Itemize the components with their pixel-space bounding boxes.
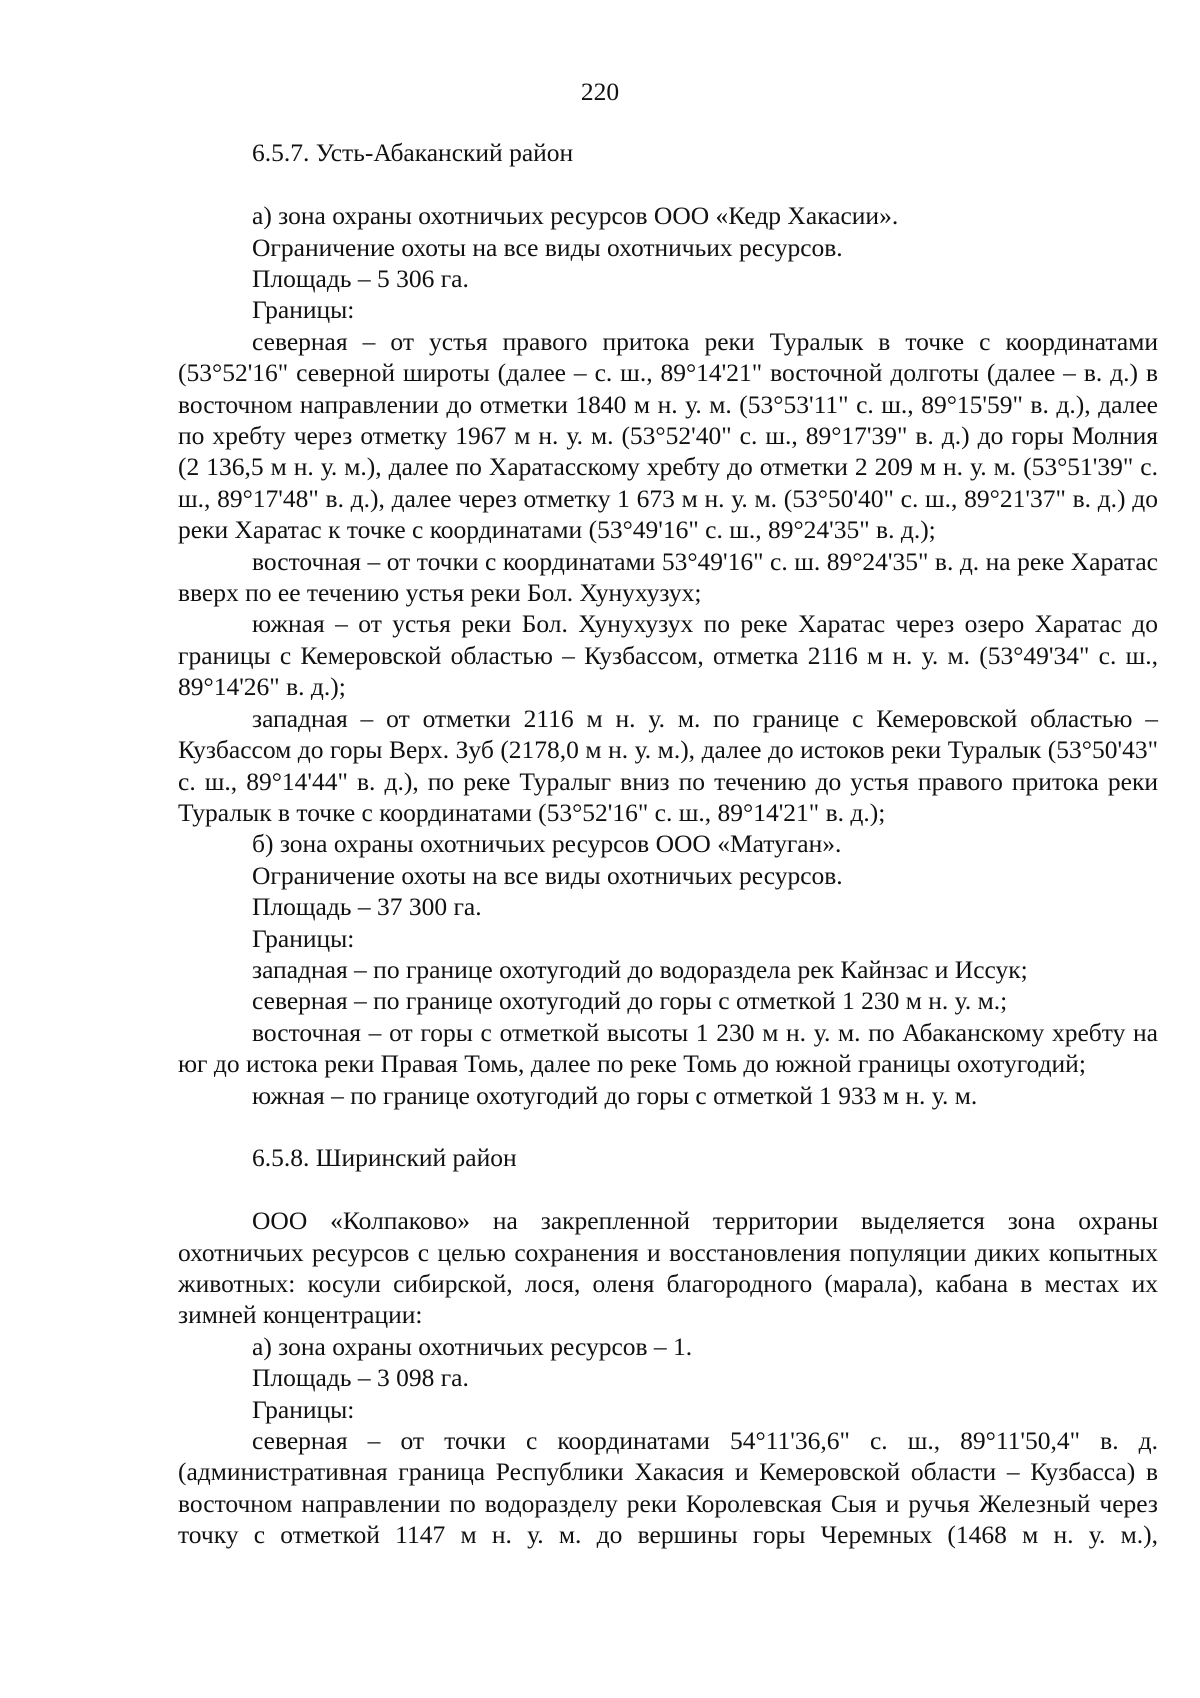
zone-1-border-north: северная – от точки с координатами 54°11'36,6" с. ш., 89°11'50,4" в. д. (административная граница Республики Хакасия и Кемеровской области – Кузбасса) в восточном направлении по водоразделу реки Королевская Сыя и ручья Железный через точку с отметкой 1147 м н. у. м. до вершины горы Черемных (1468 м н. у. м.), [178, 1426, 1158, 1550]
zone-a-border-east: восточная – от точки с координатами 53°49'16" с. ш. 89°24'35" в. д. на реке Харатас вверх по ее течению устья реки Бол. Хунухузух; [178, 546, 1158, 608]
zone-b-border-west: западная – по границе охотугодий до водораздела рек Кайнзас и Иссук; [252, 954, 1028, 984]
zone-1-area: Площадь – 3 098 га. [252, 1363, 469, 1393]
zone-b-border-north: северная – по границе охотугодий до горы с отметкой 1 230 м н. у. м.; [252, 986, 1008, 1016]
spacer [178, 1111, 1158, 1142]
zone-b-area: Площадь – 37 300 га. [252, 892, 482, 922]
zone-b-border-south: южная – по границе охотугодий до горы с отметкой 1 933 м н. у. м. [252, 1080, 978, 1110]
zone-1-borders-label: Границы: [252, 1394, 355, 1424]
zone-a-title: а) зона охраны охотничьих ресурсов ООО «Кедр Хакасии». [252, 201, 899, 231]
section-6-5-8-intro: ООО «Колпаково» на закрепленной территории выделяется зона охраны охотничьих ресурсов с целью сохранения и восстановления популяции диких копытных животных: косули сибирской, лося, оленя благородного (марала), кабана в местах их зимней концентрации: [178, 1206, 1158, 1330]
spacer [178, 169, 1158, 200]
zone-1-title: а) зона охраны охотничьих ресурсов – 1. [252, 1331, 693, 1361]
zone-b-borders-label: Границы: [252, 923, 355, 953]
zone-a-border-north: северная – от устья правого притока реки Туралык в точке с координатами (53°52'16" северной широты (далее – с. ш., 89°14'21" восточной долготы (далее – в. д.) в восточном направлении до отметки 1840 м н. у. м. (53°53'11" с. ш., 89°15'59" в. д.), далее по хребту через отметку 1967 м н. у. м. (53°52'40" с. ш., 89°17'39" в. д.) до горы Молния (2 136,5 м н. у. м.), далее по Харатасскому хребту до отметки 2 209 м н. у. м. (53°51'39" с. ш., 89°17'48" в. д.), далее через отметку 1 673 м н. у. м. (53°50'40" с. ш., 89°21'37" в. д.) до реки Харатас к точке с координатами (53°49'16" с. ш., 89°24'35" в. д.); [178, 326, 1158, 545]
zone-a-borders-label: Границы: [252, 295, 355, 325]
page-number: 220 [580, 77, 620, 106]
section-heading-6-5-7: 6.5.7. Усть-Абаканский район [252, 138, 574, 168]
zone-b-title: б) зона охраны охотничьих ресурсов ООО «Матуган». [252, 829, 842, 859]
section-heading-6-5-8: 6.5.8. Ширинский район [252, 1143, 517, 1173]
zone-a-area: Площадь – 5 306 га. [252, 264, 469, 294]
spacer [178, 1174, 1158, 1205]
zone-a-border-south: южная – от устья реки Бол. Хунухузух по реке Харатас через озеро Харатас до границы с Кемеровской областью – Кузбассом, отметка 2116 м н. у. м. (53°49'34" с. ш., 89°14'26" в. д.); [178, 609, 1158, 702]
zone-b-border-east: восточная – от горы с отметкой высоты 1 230 м н. у. м. по Абаканскому хребту на юг до истока реки Правая Томь, далее по реке Томь до южной границы охотугодий; [178, 1017, 1158, 1079]
zone-b-restriction: Ограничение охоты на все виды охотничьих ресурсов. [252, 860, 843, 890]
zone-a-border-west: западная – от отметки 2116 м н. у. м. по границе с Кемеровской областью – Кузбассом до горы Верх. Зуб (2178,0 м н. у. м.), далее до истоков реки Туралык (53°50'43" с. ш., 89°14'44" в. д.), по реке Туралыг вниз по течению до устья правого притока реки Туралык в точке с координатами (53°52'16" с. ш., 89°14'21" в. д.); [178, 703, 1158, 827]
zone-a-restriction: Ограничение охоты на все виды охотничьих ресурсов. [252, 232, 843, 262]
